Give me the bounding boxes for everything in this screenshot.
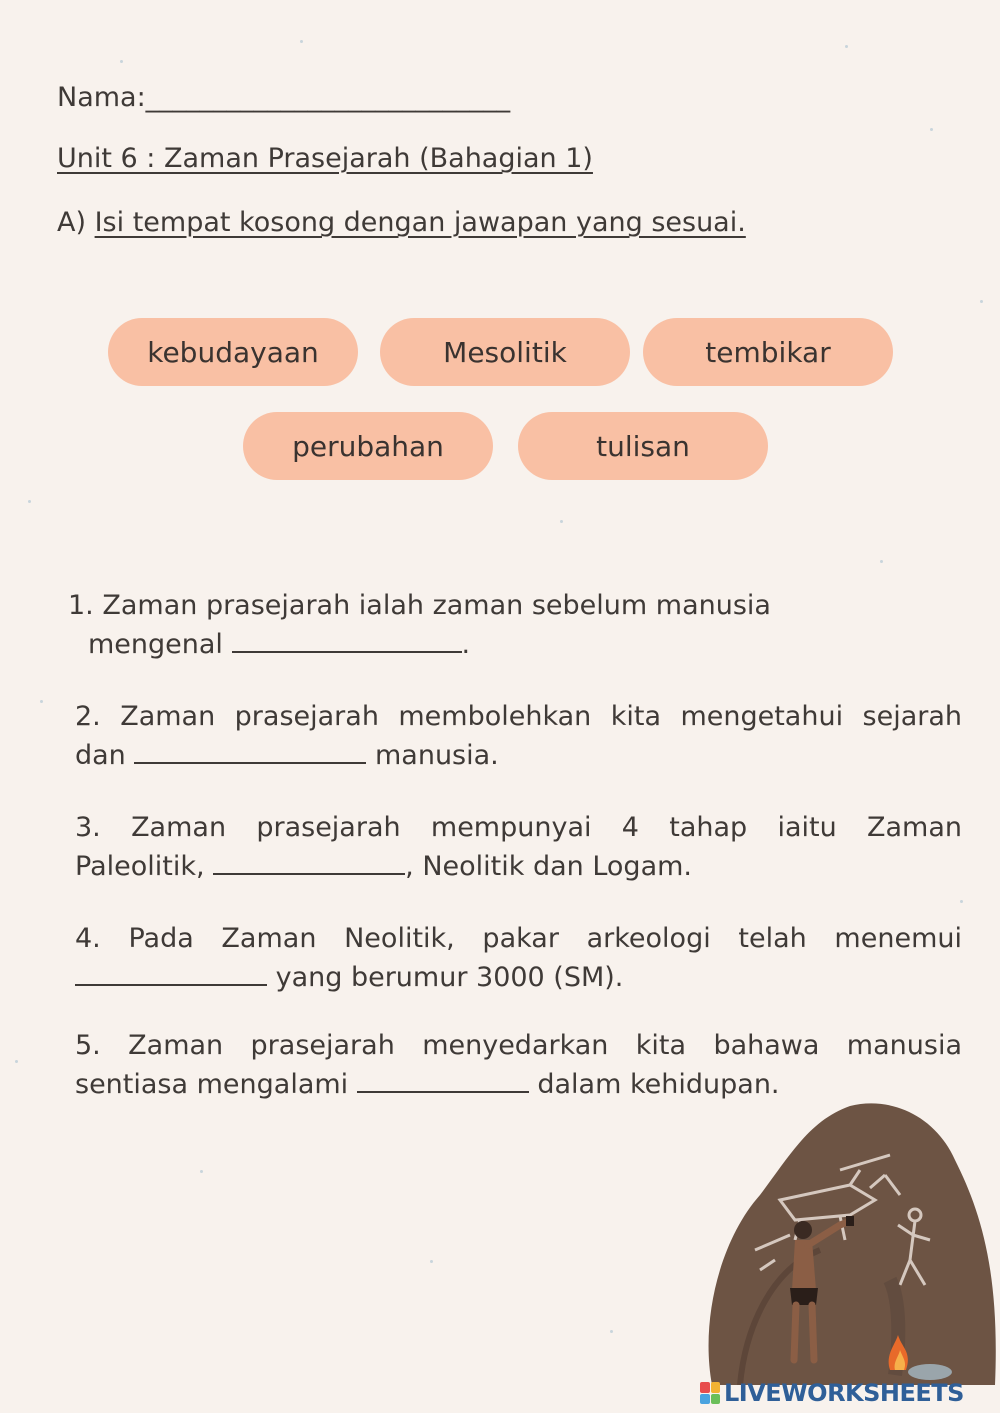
- question-text: Paleolitik,: [75, 851, 205, 882]
- background-speck: [120, 60, 123, 63]
- liveworksheets-brand[interactable]: [700, 1376, 964, 1410]
- word-bank-tulisan[interactable]: tulisan: [518, 412, 768, 480]
- background-speck: [845, 45, 848, 48]
- word-bank-tembikar[interactable]: tembikar: [643, 318, 893, 386]
- question-1: [68, 586, 808, 664]
- background-speck: [610, 1330, 613, 1333]
- background-speck: [430, 1260, 433, 1263]
- question-number: 1.: [68, 590, 94, 621]
- background-speck: [880, 560, 883, 563]
- section-instruction: [57, 207, 746, 238]
- answer-blank-5[interactable]: [357, 1069, 529, 1093]
- question-first-line: 3. Zaman prasejarah mempunyai 4 tahap iaitu Zaman: [75, 812, 962, 843]
- background-speck: [560, 520, 563, 523]
- name-field-label: Nama:___________________________: [57, 82, 511, 113]
- background-speck: [930, 128, 933, 131]
- word-bank-mesolitik[interactable]: Mesolitik: [380, 318, 630, 386]
- question-text: , Neolitik dan Logam.: [405, 851, 692, 882]
- liveworksheets-logo-icon: [700, 1382, 720, 1404]
- question-5: [75, 1026, 962, 1104]
- instruction-text: Isi tempat kosong dengan jawapan yang sesuai.: [94, 207, 746, 238]
- answer-blank-1[interactable]: [232, 629, 462, 653]
- question-4: [75, 919, 962, 997]
- word-bank-kebudayaan[interactable]: kebudayaan: [108, 318, 358, 386]
- cave-painting-illustration: [700, 1100, 1000, 1385]
- question-text: Zaman prasejarah ialah zaman sebelum manusia: [102, 590, 771, 621]
- answer-blank-3[interactable]: [213, 851, 405, 875]
- background-speck: [300, 40, 303, 43]
- question-3: [75, 808, 962, 886]
- question-first-line: 5. Zaman prasejarah menyedarkan kita bahawa manusia: [75, 1030, 962, 1061]
- answer-blank-4[interactable]: [75, 962, 267, 986]
- question-text: mengenal: [88, 629, 223, 660]
- background-speck: [200, 1170, 203, 1173]
- background-speck: [40, 700, 43, 703]
- question-text: yang berumur 3000 (SM).: [275, 962, 624, 993]
- brand-name: LIVEWORKSHEETS: [724, 1379, 964, 1407]
- question-text: dalam kehidupan.: [537, 1069, 780, 1100]
- answer-blank-2[interactable]: [134, 740, 366, 764]
- background-speck: [980, 300, 983, 303]
- background-speck: [15, 1060, 18, 1063]
- background-speck: [28, 500, 31, 503]
- question-text: manusia.: [374, 740, 499, 771]
- question-text: .: [461, 629, 471, 660]
- section-prefix: A): [57, 207, 95, 238]
- word-bank-perubahan[interactable]: perubahan: [243, 412, 493, 480]
- question-2: [75, 697, 962, 775]
- question-first-line: 4. Pada Zaman Neolitik, pakar arkeologi telah menemui: [75, 923, 962, 954]
- question-text: dan: [75, 740, 126, 771]
- question-first-line: 2. Zaman prasejarah membolehkan kita mengetahui sejarah: [75, 701, 962, 732]
- question-text: sentiasa mengalami: [75, 1069, 349, 1100]
- unit-title: Unit 6 : Zaman Prasejarah (Bahagian 1): [57, 143, 593, 174]
- background-speck: [960, 900, 963, 903]
